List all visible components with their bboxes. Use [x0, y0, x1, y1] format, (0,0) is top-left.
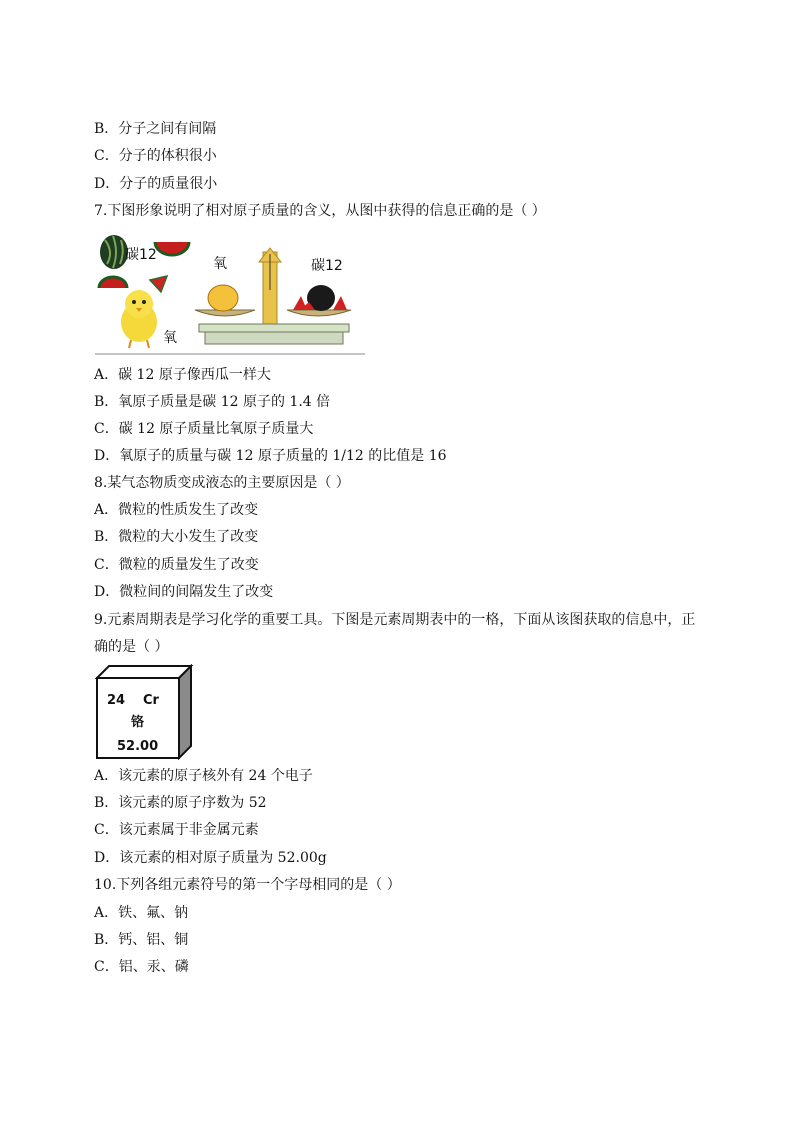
q7-option-c: C．碳 12 原子质量比氧原子质量大	[94, 421, 314, 437]
periodic-table-cell	[95, 664, 195, 760]
q6-option-d: D．分子的质量很小	[94, 176, 218, 192]
chick-icon	[121, 290, 157, 348]
q8-option-b: B．微粒的大小发生了改变	[94, 529, 259, 545]
cell-atomic-mass: 52.00	[117, 739, 159, 754]
q10-option-a: A．铁、氟、钠	[94, 905, 189, 921]
q7-option-d: D．氧原子的质量与碳 12 原子质量的 1/12 的比值是 16	[94, 448, 447, 464]
q8-stem: 8.某气态物质变成液态的主要原因是（ ）	[94, 475, 350, 491]
watermelon-icon	[99, 235, 189, 292]
q7-option-b: B．氧原子质量是碳 12 原子的 1.4 倍	[94, 394, 331, 410]
q6-option-c: C．分子的体积很小	[94, 148, 217, 164]
q10-option-c: C．铝、汞、磷	[94, 959, 189, 975]
q8-option-a: A．微粒的性质发生了改变	[94, 502, 259, 518]
q10-option-b: B．钙、铝、铜	[94, 932, 189, 948]
cell-element-symbol: Cr	[143, 693, 159, 708]
oxygen-label-pan: 氧	[213, 256, 227, 272]
q9-stem-line2: 确的是（ ）	[94, 639, 169, 655]
q7-option-a: A．碳 12 原子像西瓜一样大	[94, 367, 271, 383]
carbon-label-pan: 碳12	[311, 258, 343, 274]
q9-stem-line1: 9.元素周期表是学习化学的重要工具。下图是元素周期表中的一格，下面从该图获取的信息中，正	[94, 612, 696, 628]
cell-atomic-number: 24	[107, 693, 126, 708]
q7-stem: 7.下图形象说明了相对原子质量的含义，从图中获得的信息正确的是（ ）	[94, 203, 546, 219]
q10-stem: 10.下列各组元素符号的第一个字母相同的是（ ）	[94, 877, 401, 893]
q8-option-c: C．微粒的质量发生了改变	[94, 557, 259, 573]
q9-option-a: A．该元素的原子核外有 24 个电子	[94, 768, 313, 784]
atomic-mass-balance-illustration	[95, 230, 367, 356]
q9-option-c: C．该元素属于非金属元素	[94, 822, 259, 838]
q8-option-d: D．微粒间的间隔发生了改变	[94, 584, 274, 600]
oxygen-label-left: 氧	[163, 330, 177, 346]
q6-option-b: B．分子之间有间隔	[94, 121, 217, 137]
q9-option-d: D．该元素的相对原子质量为 52.00g	[94, 850, 327, 866]
cell-element-name: 铬	[131, 715, 145, 730]
carbon-label-left: 碳12	[125, 247, 157, 263]
q9-option-b: B．该元素的原子序数为 52	[94, 795, 267, 811]
